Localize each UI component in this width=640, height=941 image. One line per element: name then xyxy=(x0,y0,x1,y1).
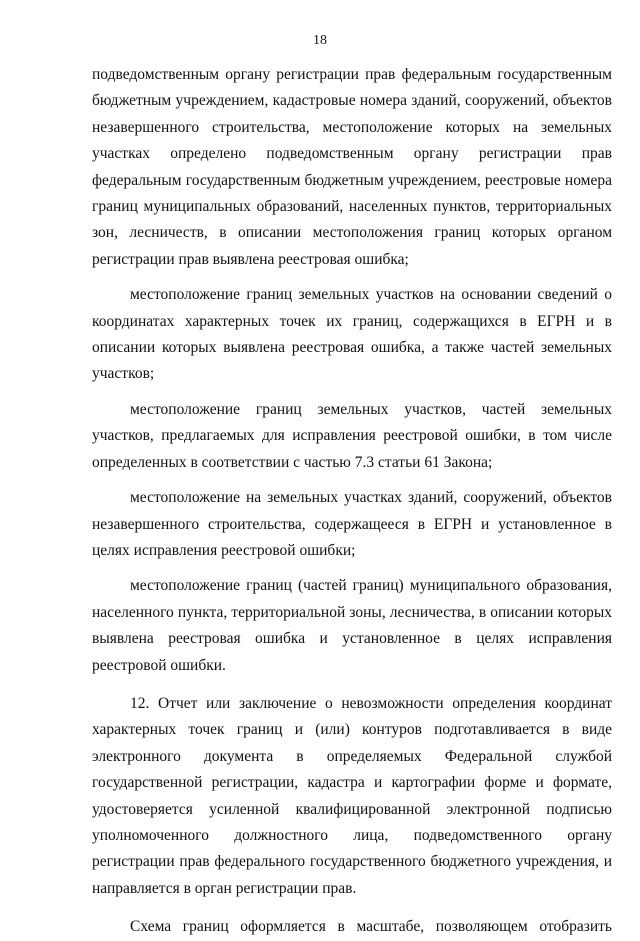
paragraph-item-12: 12. Отчет или заключение о невозможности определения координат характерных точек границ и (или) контуров подготавливается в виде электронного документа в определяемых Федеральной службой государственной регистрации, кадастра и картографии форме и формате, удостоверяется усиленной квалифицированной электронной подписью уполномоченного должностного лица, подведомственного органу регистрации прав федерального государственного бюджетного учреждения, и направляется в орган регистрации прав. xyxy=(92,694,612,897)
paragraph-municipal-boundaries: местоположение границ (частей границ) муниципального образования, населенного пункта, территориальной зоны, лесничества, в описании которых выявлена реестровая ошибка и установленное в целях исправления реестровой ошибки. xyxy=(92,577,612,674)
page-number: 18 xyxy=(313,33,327,48)
paragraph-proposed-boundaries: местоположение границ земельных участков, частей земельных участков, предлагаемых для исправления реестровой ошибки, в том числе определенных в соответствии с частью 7.3 статьи 61 Закона; xyxy=(92,400,612,471)
document-body xyxy=(92,62,612,941)
paragraph-buildings-location: местоположение на земельных участках зданий, сооружений, объектов незавершенного строительства, содержащееся в ЕГРН и установленное в целях исправления реестровой ошибки; xyxy=(92,489,612,559)
paragraph-scheme-scale: Схема границ оформляется в масштабе, позволяющем отобразить xyxy=(130,918,612,936)
paragraph-land-plot-boundaries: местоположение границ земельных участков на основании сведений о координатах характерных точек их границ, содержащихся в ЕГРН и в описании которых выявлена реестровая ошибка, а также частей земельных участков; xyxy=(92,286,612,383)
paragraph-continuation: подведомственным органу регистрации прав федеральным государственным бюджетным учреждением, кадастровые номера зданий, сооружений, объектов незавершенного строительства, местоположение которых на земельных участках определено подведомственным органу регистрации прав федеральным государственным бюджетным учреждением, реестровые номера границ муниципальных образований, населенных пунктов, территориальных зон, лесничеств, в описании местоположения границ которых органом регистрации прав выявлена реестровая ошибка; xyxy=(92,66,612,268)
